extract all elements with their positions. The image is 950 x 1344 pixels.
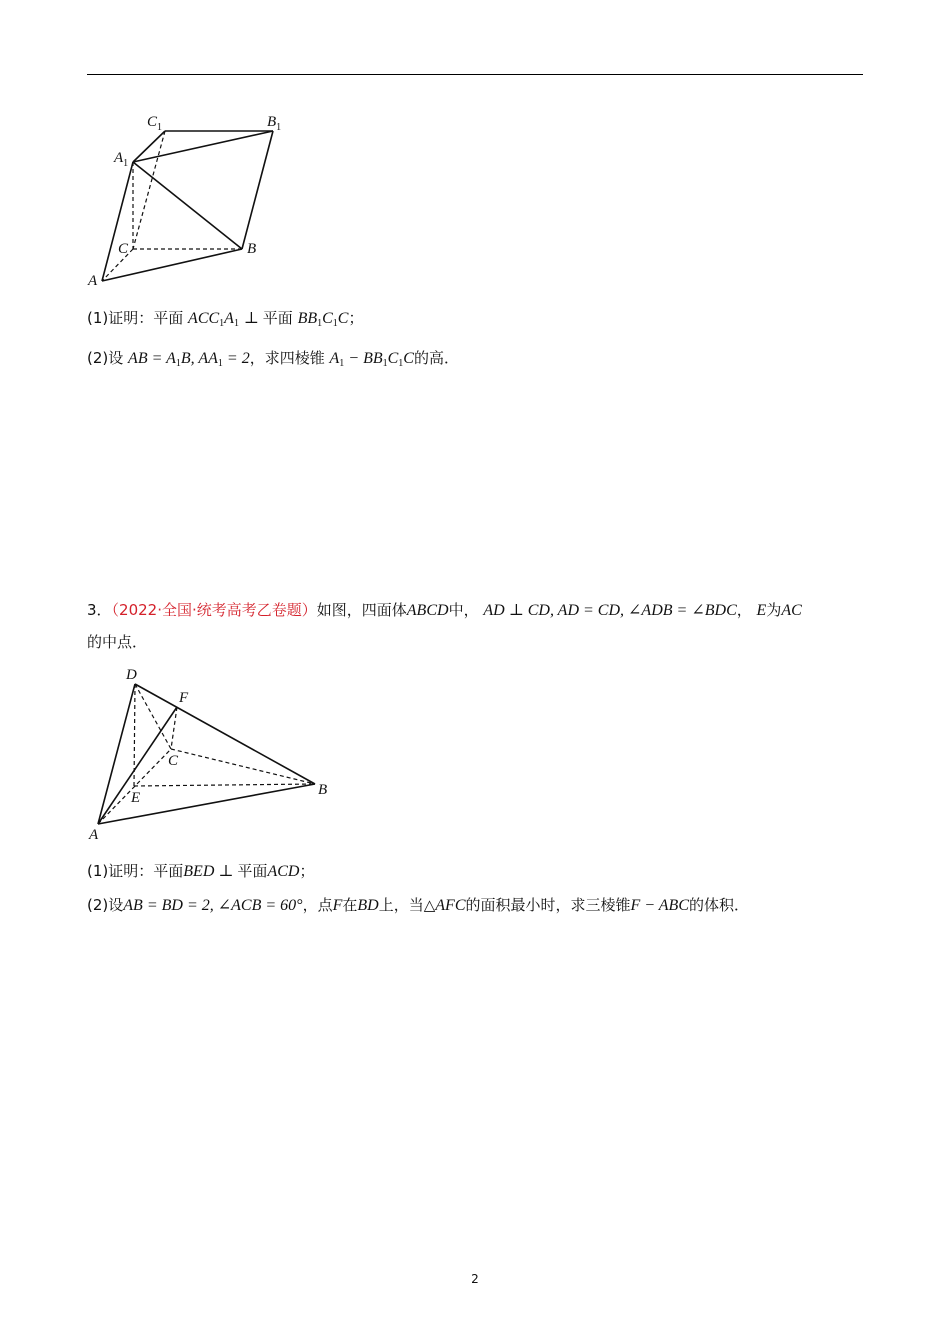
edge-c1c <box>133 131 165 249</box>
label-a1: $A_1$ <box>114 150 129 169</box>
p3-question-1: (1)证明：平面BED ⊥ 平面ACD； <box>87 862 315 880</box>
label-c: C <box>118 241 129 257</box>
edge-eb <box>134 784 315 786</box>
label-a: A <box>89 827 99 843</box>
tetrahedron-figure <box>87 662 347 847</box>
label-b: B <box>318 782 328 798</box>
p3-question-2: (2)设AB = BD = 2, ∠ACB = 60°，点F在BD上，当△AFC的面积最小时，求三棱锥F − ABC的体积． <box>87 896 750 914</box>
edge-cb <box>171 749 315 784</box>
edge-da <box>98 684 135 824</box>
edge-af <box>98 707 177 824</box>
edge-a1a <box>102 162 133 281</box>
prism-figure <box>87 105 307 295</box>
edge-db <box>135 684 315 784</box>
header-rule <box>87 74 863 75</box>
label-b1: $B_1$ <box>267 114 282 133</box>
p2-question-1: (1)证明：平面 $ACC_1A_1$ ⊥ 平面 $BB_1C_1C$； <box>87 309 364 329</box>
p3-statement: 3．（2022·全国·统考高考乙卷题）如图，四面体ABCD中， AD ⊥ CD, AD = CD, ∠ADB = ∠BDC， E为AC <box>87 601 802 619</box>
edge-a1b <box>133 162 242 249</box>
label-b: B <box>247 241 257 257</box>
label-c1: $C_1$ <box>147 114 163 133</box>
page-number: 2 <box>471 1272 479 1286</box>
label-a: A <box>88 273 98 289</box>
label-d: D <box>126 667 137 683</box>
label-f: F <box>179 690 189 706</box>
p2-question-2: (2)设 AB = $A_1B$, $AA_1 = 2$，求四棱锥 $A_1 - BB_1C_1C$的高． <box>87 349 459 369</box>
p3-statement-line2: 的中点． <box>87 633 148 651</box>
source-tag: （2022·全国·统考高考乙卷题） <box>111 601 317 619</box>
label-c: C <box>168 753 179 769</box>
edge-a1b1 <box>133 131 273 162</box>
edge-b1b <box>242 131 273 249</box>
label-e: E <box>131 790 141 806</box>
